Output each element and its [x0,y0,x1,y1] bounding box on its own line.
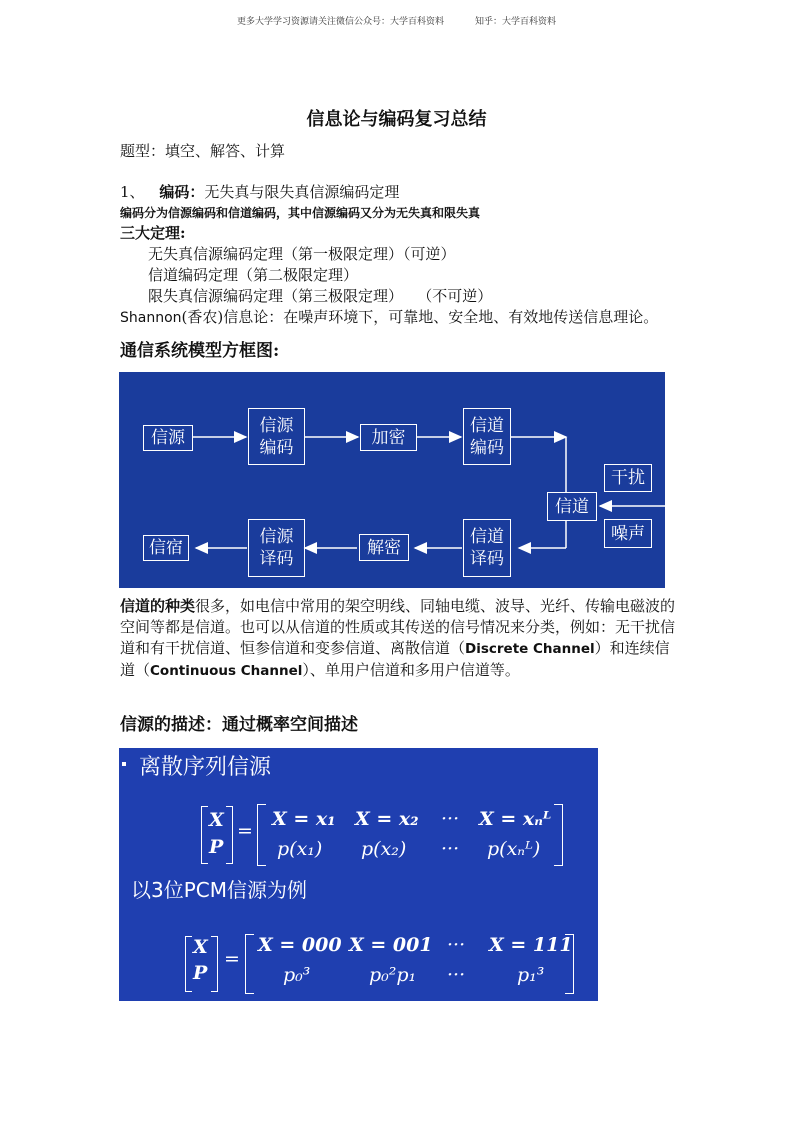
theorem-item-1: 无失真信源编码定理（第一极限定理）（可逆） [148,245,456,263]
box-interference [604,464,652,492]
m1-r2-c4: p(xₙᴸ) [487,838,541,860]
section1-number: 1、 [120,183,145,201]
theorems-heading: 三大定理: [120,224,186,242]
m2-P: P [193,962,208,984]
discrete-channel-term: Discrete Channel [465,641,595,657]
box-sink [143,535,189,561]
box-encrypt-label: 加密 [371,427,406,448]
slide-title: 离散序列信源 [139,755,272,780]
m2-r1-c1: X = 000 [258,934,342,956]
channel-types-lead: 信道的种类 [120,597,196,615]
m2-X: X [193,936,208,958]
discrete-source-slide [119,748,598,1001]
m1-left-bracket-a [201,806,208,864]
header-right: 知乎：大学百科资料 [474,17,556,27]
slide-subtitle: 以3位PCM信源为例 [131,878,308,902]
box-interference-label: 干扰 [611,468,645,488]
m2-left-bracket-b [245,934,254,994]
question-types: 题型：填空、解答、计算 [120,142,286,160]
m1-r1-c2: X = x₂ [355,808,419,830]
m1-r2-c1: p(x₁) [277,838,323,860]
m1-r1-c4: X = xₙᴸ [479,808,552,830]
m1-right-bracket-a [226,806,233,864]
m2-r1-c4: X = 111 [489,934,573,956]
shannon-line [120,306,658,327]
box-channel-decoder-l2: 译码 [470,549,504,569]
m1-left-bracket-b [257,804,266,866]
box-source-decoder [248,519,305,577]
box-decrypt-label: 解密 [367,537,401,558]
m2-r2-c3: ··· [447,964,466,986]
m2-left-bracket-a [185,936,192,992]
box-noise-label: 噪声 [611,523,645,544]
slide-bullet [122,762,126,766]
continuous-channel-term: Continuous Channel [150,663,303,679]
box-channel-encoder [463,408,511,465]
box-source-decoder-l2: 译码 [259,549,294,569]
m2-r2-c2: p₀²p₁ [369,964,417,986]
source-desc-heading: 信源的描述：通过概率空间描述 [120,715,358,735]
header-left: 更多大学学习资源请关注微信公众号：大学百科资料 [237,17,445,27]
box-channel-label: 信道 [555,496,589,517]
box-source [143,425,193,451]
box-source-encoder-l2: 编码 [259,437,294,458]
section1-label: 编码： [159,183,205,201]
channel-types-text-3: ）、单用户信道和多用户信道等。 [302,661,520,679]
m1-r1-c3: ··· [441,808,460,830]
box-sink-label: 信宿 [149,538,183,558]
page-title: 信息论与编码复习总结 [306,109,487,130]
box-encrypt [360,424,417,451]
shannon-en: Shannon [120,310,182,326]
m1-r1-c1: X = x₁ [272,808,336,830]
section1-line [120,181,399,202]
box-source-decoder-l1: 信源 [259,527,294,547]
theorem-item-2: 信道编码定理（第二极限定理） [148,266,359,284]
m1-r2-c2: p(x₂) [361,838,407,860]
m1-eq: = [237,820,253,842]
box-channel-decoder [463,519,511,577]
m2-eq: = [224,948,240,970]
box-source-encoder [248,408,305,465]
box-source-encoder-l1: 信源 [259,415,294,436]
m1-X: X [209,809,224,831]
box-channel-encoder-l1: 信道 [470,415,504,436]
shannon-text: (香农)信息论：在噪声环境下，可靠地、安全地、有效地传送信息理论。 [181,308,659,326]
page-header [0,14,793,27]
m2-r1-c3: ··· [447,934,466,956]
m2-r1-c2: X = 001 [349,934,433,956]
box-channel-decoder-l1: 信道 [470,527,504,547]
communication-model-diagram [119,372,665,588]
m1-right-bracket-b [554,804,563,866]
m1-r2-c3: ··· [441,838,460,860]
box-decrypt [359,534,409,561]
section1-text: 无失真与限失真信源编码定理 [204,183,400,201]
m2-right-bracket-a [211,936,218,992]
box-channel-encoder-l2: 编码 [470,437,504,458]
channel-types-paragraph [120,596,680,682]
channel-types-text-1: 很多，如电信中常用的架空明线、同轴电缆、波导、光纤、传输电磁波的空间等都是信道。也可以从信道的性质或其传送的信号情况来分类，例如：无干扰信道和有干扰信道、恒参信道和变参信道、离散信道（ [120,597,676,657]
m2-right-bracket-b [565,934,574,994]
box-source-label: 信源 [151,428,185,448]
model-heading: 通信系统模型方框图: [120,341,280,361]
channel-types-text-2: ）和连续信道（ [120,639,670,679]
box-noise [604,519,652,548]
coding-note: 编码分为信源编码和信道编码，其中信源编码又分为无失真和限失真 [120,206,481,220]
box-channel [547,492,597,521]
m2-r2-c4: p₁³ [517,964,545,986]
m1-P: P [209,836,224,858]
m2-r2-c1: p₀³ [283,964,311,986]
theorem-item-3: 限失真信源编码定理（第三极限定理） （不可逆） [148,287,493,305]
